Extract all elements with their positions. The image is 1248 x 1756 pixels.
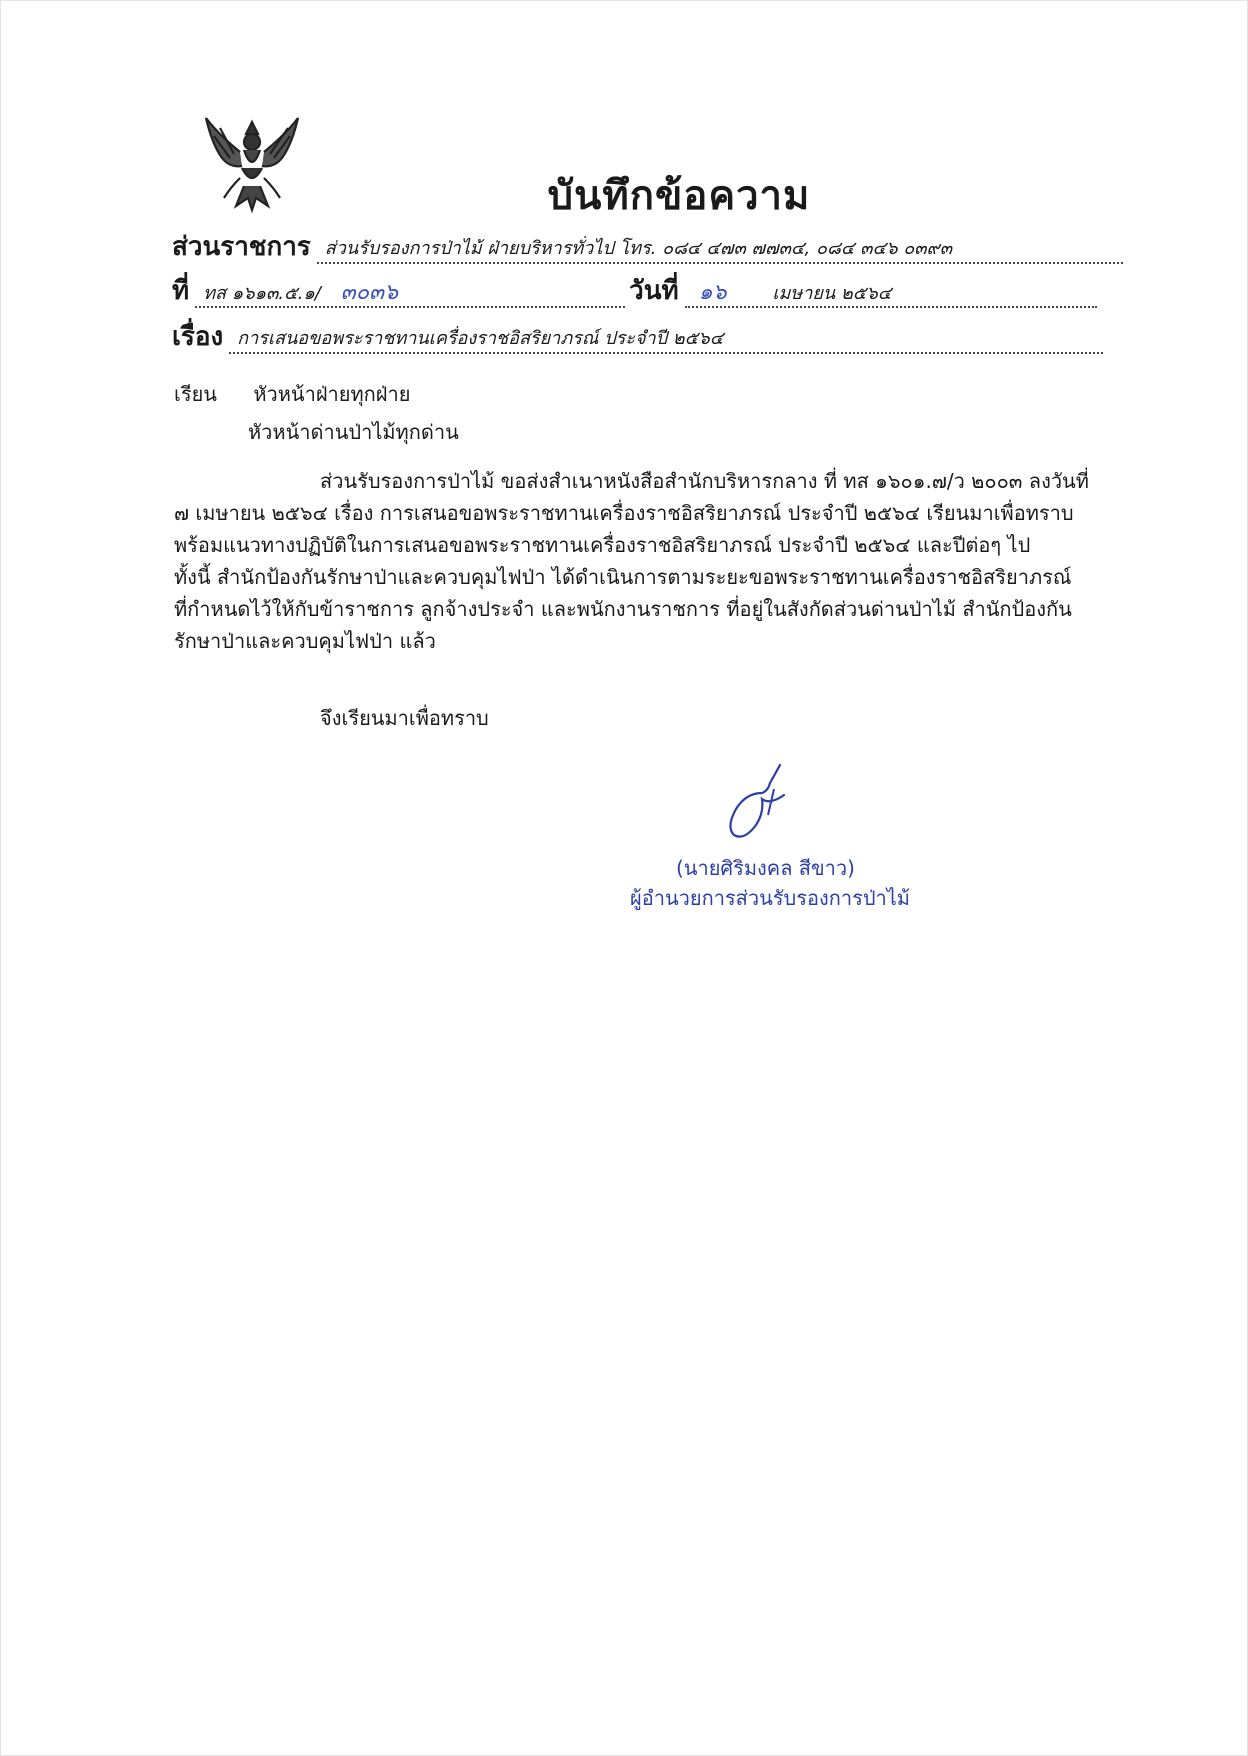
signatory-position: ผู้อำนวยการส่วนรับรองการป่าไม้ [630,886,910,910]
body-line: พร้อมแนวทางปฏิบัติในการเสนอขอพระราชทานเครื่องราชอิสริยาภรณ์ ประจำปี ๒๕๖๔ และปีต่อๆ ไป [174,533,1031,557]
subject-value: การเสนอขอพระราชทานเครื่องราชอิสริยาภรณ์ ประจำปี ๒๕๖๔ [229,326,1103,354]
subject-label: เรื่อง [172,322,224,352]
salutation-recipient-1: หัวหน้าฝ่ายทุกฝ่าย [253,382,411,406]
document-title: บันทึกข้อความ [547,173,811,219]
ref-handwritten-number: ๓๐๓๖ [340,280,399,305]
agency-value: ส่วนรับรองการป่าไม้ ฝ่ายบริหารทั่วไป โทร. ๐๘๔ ๔๗๓ ๗๗๓๔, ๐๘๔ ๓๔๖ ๐๓๙๓ [317,236,1123,264]
body-paragraph [174,465,1126,657]
ref-label: ที่ [172,276,190,306]
salutation [174,378,410,410]
body-line: ที่กำหนดไว้ให้กับข้าราชการ ลูกจ้างประจำ และพนักงานราชการ ที่อยู่ในสังกัดส่วนด่านป่าไม้ สำนักป้องกัน [174,597,1072,621]
signatory-name: (นายศิริมงคล สีขาว) [676,856,855,880]
date-field [685,280,1097,308]
body-line: รักษาป่าและควบคุมไฟป่า แล้ว [174,629,436,653]
closing-line: จึงเรียนมาเพื่อทราบ [320,706,489,730]
agency-label: ส่วนราชการ [172,232,311,262]
ref-field [195,280,625,308]
salutation-label: เรียน [174,382,217,406]
date-day-handwritten: ๑๖ [698,280,727,305]
ref-value: ทส ๑๖๑๓.๕.๑/ [203,283,321,304]
ref-date-row [172,272,1097,308]
subject-row [172,318,1103,354]
body-line: ทั้งนี้ สำนักป้องกันรักษาป่าและควบคุมไฟป่า ได้ดำเนินการตามระยะขอพระราชทานเครื่องราชอิสริยาภรณ์ [174,565,1072,589]
body-line: ส่วนรับรองการป่าไม้ ขอส่งสำเนาหนังสือสำนักบริหารกลาง ที่ ทส ๑๖๐๑.๗/ว ๒๐๐๓ ลงวันที่ [320,469,1089,493]
body-line: ๗ เมษายน ๒๕๖๔ เรื่อง การเสนอขอพระราชทานเครื่องราชอิสริยาภรณ์ ประจำปี ๒๕๖๔ เรียนมาเพื่อทราบ [174,501,1074,525]
salutation-recipient-2: หัวหน้าด่านป่าไม้ทุกด่าน [248,420,459,444]
date-month-year: เมษายน ๒๕๖๔ [772,283,892,304]
date-label: วันที่ [629,276,679,306]
agency-row [172,228,1123,264]
handwritten-signature [722,763,792,841]
